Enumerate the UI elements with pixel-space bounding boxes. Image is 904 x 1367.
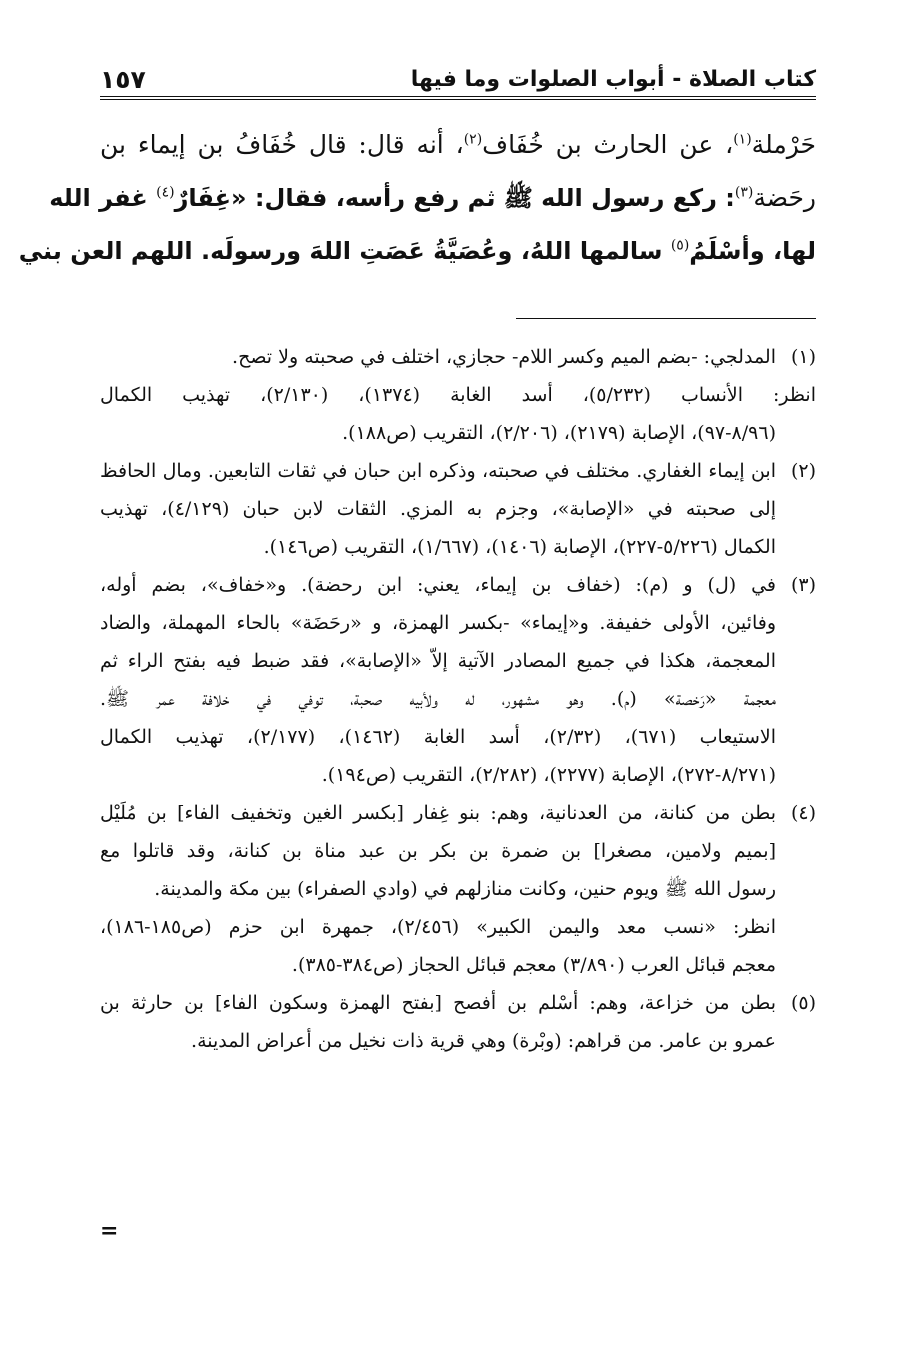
main-text <box>18 118 816 277</box>
footnote-line: رسول الله ﷺ ويوم حنين، وكانت منازلهم في (وادي الصفراء) بين مكة والمدينة. <box>154 878 776 900</box>
footnote-ref[interactable]: (٥) <box>670 237 690 254</box>
footnote-line: انظر: الأنساب (٥/٢٣٢)، أسد الغابة (١٣٧٤)، (٢/١٣٠)، تهذيب الكمال <box>100 384 817 406</box>
hadith-text: غفر الله <box>49 184 157 212</box>
footnote-line: بطن من كنانة، من العدنانية، وهم: بنو غِفار [بكسر الغين وتخفيف الفاء] بن مُلَيْل <box>100 802 776 824</box>
footnote-body <box>100 338 817 452</box>
footnote-number: (٤) <box>790 802 816 824</box>
footnote-number: (١) <box>790 346 816 368</box>
hadith-text: لها، وأسْلَمُ <box>689 237 816 265</box>
footnote-ref[interactable]: (٢) <box>463 131 483 148</box>
text-span: ، أنه قال: قال خُفَافُ بن إيماء بن <box>100 130 464 159</box>
footnote-line: الاستيعاب (٦٧١)، (٢/٣٢)، أسد الغابة (١٤٦٢)، (٢/١٧٧)، تهذيب الكمال <box>100 726 776 748</box>
footnote-ref[interactable]: (١) <box>733 131 752 148</box>
footnote-number: (٣) <box>790 574 816 596</box>
footnote-3 <box>100 566 816 794</box>
footnote-line: المدلجي: -بضم الميم وكسر اللام- حجازي، اختلف في صحبته ولا تصح. <box>232 346 776 368</box>
footnote-line: معجم قبائل العرب (٣/٨٩٠) معجم قبائل الحجاز (ص٣٨٤-٣٨٥). <box>291 954 776 976</box>
hadith-text: سالمها اللهُ، وعُصَيَّةُ عَصَتِ اللهَ ورسولَه. اللهم العن بني <box>18 237 671 265</box>
footnote-ref[interactable]: (٤) <box>156 184 175 201</box>
footnote-body <box>100 452 776 566</box>
footnote-body <box>100 794 776 984</box>
footnote-line: (٨/٩٦-٩٧)، الإصابة (٢١٧٩)، (٢/٢٠٦)، التقريب (ص١٨٨). <box>342 422 776 444</box>
footnote-number: (٢) <box>790 460 816 482</box>
footnote-line: المعجمة، هكذا في جميع المصادر الآتية إلاّ «الإصابة»، فقد ضبط فيه بفتح الراء ثم <box>100 650 776 672</box>
footnote-line: [بميم ولامين، مصغرا] بن ضمرة بن بكر بن عبد مناة بن كنانة، وقد قاتلوا مع <box>100 840 776 862</box>
footnote-line: إلى صحبته في «الإصابة»، وجزم به المزي. الثقات لابن حبان (٤/١٢٩)، تهذيب <box>100 498 776 520</box>
page-number: ١٥٧ <box>100 65 146 94</box>
footnote-line: في (ل) و (م): (خفاف بن إيماء، يعني: ابن رحضة). و«خفاف»، بضم أوله، <box>100 574 776 596</box>
footnote-2 <box>100 452 816 566</box>
text-span: ، عن الحارث بن خُفَاف <box>482 130 734 159</box>
continuation-mark: = <box>100 1218 119 1244</box>
main-line-2 <box>49 171 816 224</box>
footnote-line: (٨/٢٧١-٢٧٢)، الإصابة (٢٢٧٧)، (٢/٢٨٢)، التقريب (ص١٩٤). <box>321 764 776 786</box>
text-span: رحَضة <box>753 183 816 212</box>
chapter-title: كتاب الصلاة - أبواب الصلوات وما فيها <box>410 67 816 92</box>
footnote-line: معجمة «رَخصة» (م). وهو مشهور، له ولأبيه صحبة، توفي في خلافة عمر ﷺ. <box>100 688 776 710</box>
header-rule <box>100 96 816 100</box>
footnote-number: (٥) <box>790 992 816 1014</box>
footnote-1 <box>100 338 816 452</box>
hadith-text: : ركع رسول الله ﷺ ثم رفع رأسه، فقال: «غِفَارٌ <box>174 184 735 212</box>
footnote-body <box>100 566 776 794</box>
text-span: حَرْملة <box>751 130 816 159</box>
main-line-3 <box>18 224 816 277</box>
footnote-line: انظر: «نسب معد واليمن الكبير» (٢/٤٥٦)، جمهرة ابن حزم (ص١٨٥-١٨٦)، <box>100 916 776 938</box>
main-line-1 <box>100 118 816 171</box>
footnote-line: وفائين، الأولى خفيفة. و«إيماء» -بكسر الهمزة، و «رحَضَة» بالحاء المهملة، والضاد <box>100 612 776 634</box>
footnote-4 <box>100 794 816 984</box>
footnote-line: عمرو بن عامر. من قراهم: (وبْرة) وهي قرية ذات نخيل من أعراض المدينة. <box>191 1030 776 1052</box>
footnote-5 <box>100 984 816 1060</box>
footnote-ref[interactable]: (٣) <box>734 184 754 201</box>
running-header <box>100 64 816 100</box>
footnote-line: ابن إيماء الغفاري. مختلف في صحبته، وذكره ابن حبان في ثقات التابعين. ومال الحافظ <box>100 460 776 482</box>
footnotes <box>100 338 816 1060</box>
footnote-body <box>100 984 776 1060</box>
footnote-separator <box>516 318 816 319</box>
footnote-line: الكمال (٥/٢٢٦-٢٢٧)، الإصابة (١٤٠٦)، (١/٦٦٧)، التقريب (ص١٤٦). <box>263 536 776 558</box>
footnote-line: بطن من خزاعة، وهم: أسْلم بن أفصح [بفتح الهمزة وسكون الفاء] بن حارثة بن <box>100 992 776 1014</box>
